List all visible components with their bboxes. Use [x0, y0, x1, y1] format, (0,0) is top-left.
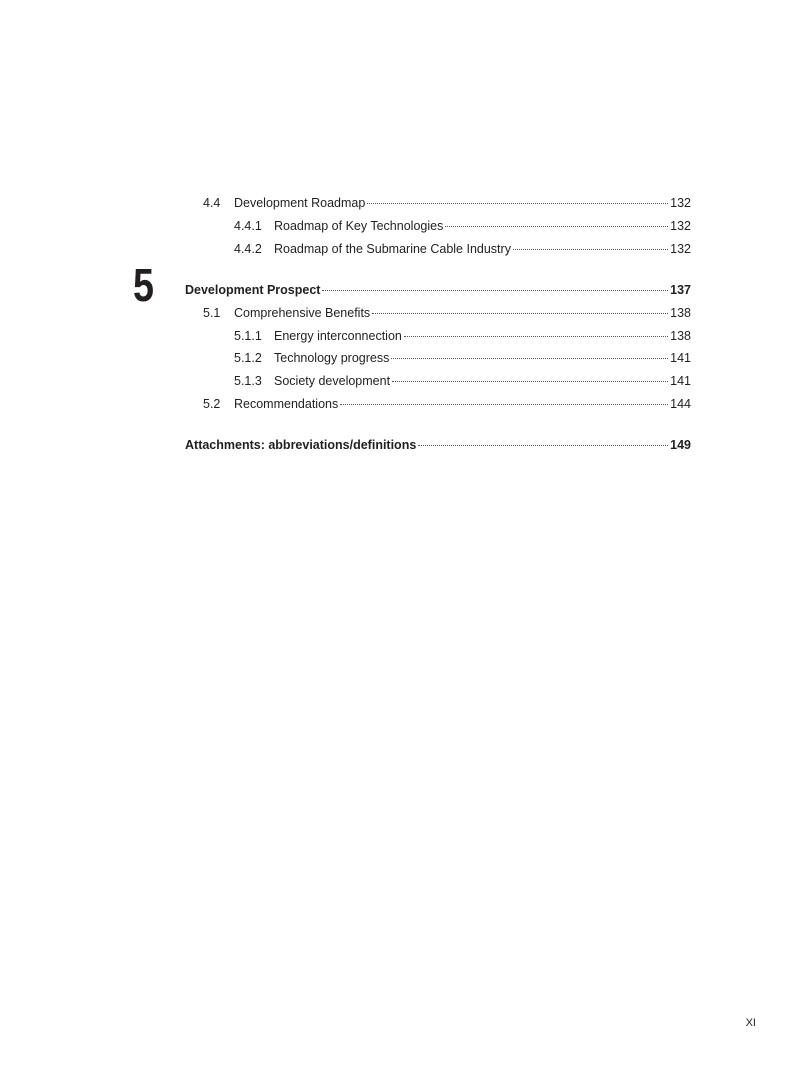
toc-entry-title: Roadmap of Key Technologies	[274, 219, 444, 233]
chapter-number: 5	[133, 259, 154, 311]
toc-entry-title: Recommendations	[234, 397, 339, 411]
toc-dot-leader	[513, 249, 668, 250]
toc-dot-leader	[418, 445, 668, 446]
toc-entry-page: 138	[670, 329, 691, 343]
toc-attachments-page: 149	[670, 438, 691, 452]
page-number: XI	[745, 1017, 756, 1029]
toc-entry-page: 141	[670, 374, 691, 388]
toc-attachments-title: Attachments: abbreviations/definitions	[185, 438, 417, 452]
toc-dot-leader	[404, 336, 668, 337]
toc-entry-number: 4.4.2	[234, 242, 262, 256]
toc-dot-leader	[445, 226, 668, 227]
toc-entry-title: Energy interconnection	[274, 329, 402, 343]
toc-entry-number: 5.1.2	[234, 351, 262, 365]
toc-chapter-5[interactable]	[185, 282, 691, 298]
toc-entry-5-2[interactable]	[203, 396, 691, 412]
toc-entry-page: 132	[670, 242, 691, 256]
toc-entry-number: 4.4.1	[234, 219, 262, 233]
toc-dot-leader	[340, 404, 668, 405]
toc-attachments[interactable]	[185, 437, 691, 453]
toc-entry-page: 138	[670, 306, 691, 320]
toc-entry-5-1-3[interactable]	[234, 373, 691, 389]
toc-entry-number: 5.1.1	[234, 329, 262, 343]
toc-entry-page: 132	[670, 196, 691, 210]
toc-entry-5-1-1[interactable]	[234, 328, 691, 344]
toc-entry-page: 141	[670, 351, 691, 365]
toc-entry-page: 144	[670, 397, 691, 411]
toc-entry-number: 5.1.3	[234, 374, 262, 388]
toc-entry-number: 4.4	[203, 196, 221, 210]
toc-entry-title: Technology progress	[274, 351, 390, 365]
toc-dot-leader	[392, 381, 668, 382]
toc-dot-leader	[322, 290, 668, 291]
toc-entry-4-4[interactable]	[203, 195, 691, 211]
toc-entry-4-4-1[interactable]	[234, 218, 691, 234]
toc-entry-title: Roadmap of the Submarine Cable Industry	[274, 242, 511, 256]
toc-chapter-page: 137	[670, 283, 691, 297]
toc-entry-number: 5.2	[203, 397, 221, 411]
toc-dot-leader	[367, 203, 668, 204]
toc-entry-title: Development Roadmap	[234, 196, 366, 210]
toc-entry-page: 132	[670, 219, 691, 233]
toc-chapter-title: Development Prospect	[185, 283, 321, 297]
toc-entry-4-4-2[interactable]	[234, 241, 691, 257]
toc-dot-leader	[391, 358, 668, 359]
toc-entry-number: 5.1	[203, 306, 221, 320]
toc-entry-title: Society development	[274, 374, 391, 388]
toc-dot-leader	[372, 313, 668, 314]
toc-entry-5-1-2[interactable]	[234, 350, 691, 366]
toc-entry-title: Comprehensive Benefits	[234, 306, 371, 320]
toc-entry-5-1[interactable]	[203, 305, 691, 321]
